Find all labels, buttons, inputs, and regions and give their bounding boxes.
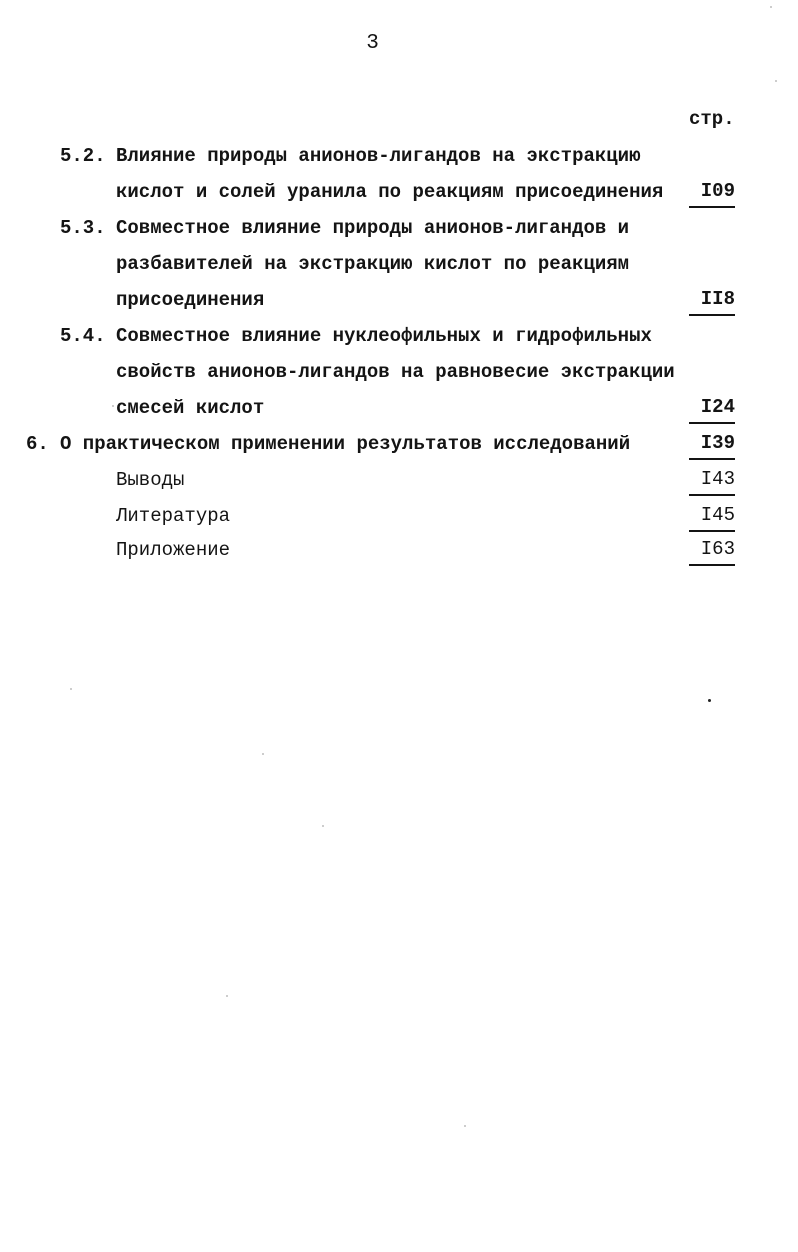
toc-entry-number: 6. bbox=[26, 433, 49, 455]
toc-entry-text: свойств анионов-лигандов на равновесие экстракции bbox=[116, 361, 675, 383]
scan-speck bbox=[775, 80, 777, 82]
scan-speck bbox=[70, 688, 72, 690]
toc-entry-5-3-line-3 bbox=[0, 285, 798, 315]
toc-entry-text: Совместное влияние нуклеофильных и гидрофильных bbox=[116, 325, 652, 347]
toc-entry-appendix bbox=[0, 535, 798, 565]
toc-entry-5-4-line-1 bbox=[0, 321, 798, 351]
toc-entry-5-4-line-2 bbox=[0, 357, 798, 387]
toc-entry-text: присоединения bbox=[116, 289, 265, 311]
toc-entry-text: смесей кислот bbox=[116, 397, 265, 419]
toc-entry-page: II8 bbox=[689, 285, 735, 316]
toc-entry-text: Влияние природы анионов-лигандов на экстракцию bbox=[116, 145, 641, 167]
toc-entry-5-4-line-3 bbox=[0, 393, 798, 423]
pages-column-label: стр. bbox=[689, 108, 735, 130]
toc-entry-text: кислот и солей уранила по реакциям присоединения bbox=[116, 181, 664, 203]
toc-entry-number: 5.3. bbox=[60, 217, 106, 239]
toc-entry-text: Приложение bbox=[116, 539, 231, 561]
page-number: 3 bbox=[366, 32, 379, 55]
toc-entry-page: I24 bbox=[689, 393, 735, 424]
toc-entry-5-2-line-2 bbox=[0, 177, 798, 207]
toc-entry-text: Литература bbox=[116, 505, 231, 527]
toc-entry-6 bbox=[0, 429, 798, 459]
scan-speck bbox=[322, 825, 324, 827]
scan-speck bbox=[770, 6, 772, 8]
scan-speck bbox=[262, 753, 264, 755]
toc-entry-conclusions bbox=[0, 465, 798, 495]
toc-entry-number: 5.4. bbox=[60, 325, 106, 347]
toc-entry-5-3-line-1 bbox=[0, 213, 798, 243]
toc-entry-page: I43 bbox=[689, 465, 735, 496]
toc-entry-5-2-line-1 bbox=[0, 141, 798, 171]
toc-entry-page: I09 bbox=[689, 177, 735, 208]
toc-entry-text: разбавителей на экстракцию кислот по реакциям bbox=[116, 253, 630, 275]
scan-speck bbox=[112, 405, 114, 407]
toc-entry-page: I39 bbox=[689, 429, 735, 460]
scan-speck bbox=[464, 1125, 466, 1127]
scan-speck bbox=[226, 995, 228, 997]
toc-entry-references bbox=[0, 501, 798, 531]
scan-speck bbox=[708, 699, 711, 702]
toc-entry-text: Совместное влияние природы анионов-лигандов и bbox=[116, 217, 630, 239]
toc-entry-page: I63 bbox=[689, 535, 735, 566]
toc-entry-text: Выводы bbox=[116, 469, 185, 491]
toc-entry-number: 5.2. bbox=[60, 145, 106, 167]
toc-entry-5-3-line-2 bbox=[0, 249, 798, 279]
toc-entry-text: О практическом применении результатов исследований bbox=[60, 433, 631, 455]
toc-entry-page: I45 bbox=[689, 501, 735, 532]
